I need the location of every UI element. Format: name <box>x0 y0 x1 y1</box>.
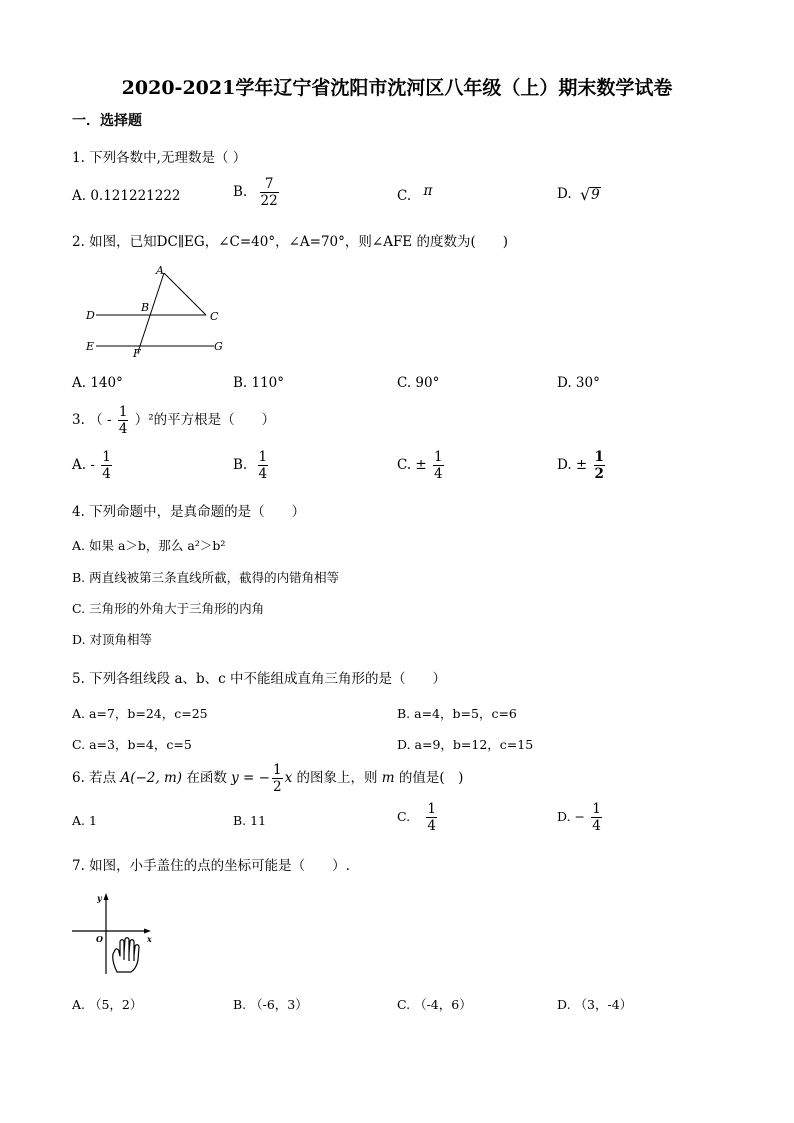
q7-option-c: C. （-4，6） <box>397 997 472 1012</box>
y-axis-arrow-icon <box>104 893 109 900</box>
q5-option-c: C. a=3，b=4，c=5 <box>72 737 192 752</box>
section-heading: 一．选择题 <box>72 113 142 129</box>
label-x: x <box>147 934 152 944</box>
q5-option-a: A. a=7，b=24，c=25 <box>72 706 208 721</box>
q3-c-numerator: 1 <box>434 449 443 465</box>
label-d: D <box>86 309 95 322</box>
label-a: A <box>156 264 164 277</box>
label-e: E <box>86 340 95 353</box>
x-axis-arrow-icon <box>144 929 151 934</box>
label-f: F <box>133 347 141 360</box>
q6-function-lhs: y = − <box>231 770 270 786</box>
q6-variable-m: m <box>381 770 395 786</box>
q1-option-c-label: C. <box>397 188 412 204</box>
label-c: C <box>210 310 219 323</box>
q6-point: A(−2, m) <box>120 770 183 786</box>
q6-option-b: B. 11 <box>233 813 267 828</box>
q1-option-b-fraction <box>260 176 279 209</box>
q4-option-a: A. 如果 a＞b，那么 a²＞b² <box>72 538 226 553</box>
q3-option-a <box>72 449 114 482</box>
question-6-stem <box>72 762 463 795</box>
q3-stem-fraction <box>118 404 129 437</box>
segment-ac <box>164 273 206 315</box>
q6-func-denominator: 2 <box>272 779 282 795</box>
q6-option-d <box>557 801 604 834</box>
label-g: G <box>214 340 223 353</box>
q6-stem-prefix: 6. 若点 <box>72 770 117 786</box>
q1-option-d-label: D. <box>557 186 572 202</box>
q3-option-b <box>233 449 270 482</box>
q3-option-a-fraction <box>101 449 112 482</box>
q7-option-a: A. （5，2） <box>72 997 143 1012</box>
q3-a-numerator: 1 <box>102 449 111 465</box>
q5-option-b: B. a=4，b=5，c=6 <box>397 706 517 721</box>
q1-option-d-sqrt <box>579 184 601 204</box>
q3-option-c-label: C. ± <box>397 457 427 473</box>
q3-option-b-fraction <box>258 449 269 482</box>
q1-b-denominator: 22 <box>260 193 278 209</box>
q3-option-a-label: A. - <box>72 457 95 473</box>
q1-option-b <box>233 176 281 209</box>
q7-option-d: D. （3，-4） <box>557 997 633 1012</box>
hand-icon <box>113 938 139 972</box>
q3-d-denominator: 2 <box>594 466 604 482</box>
q3-a-denominator: 4 <box>102 466 111 482</box>
q6-option-d-fraction <box>591 801 602 834</box>
question-5-stem: 5. 下列各组线段 a、b、c 中不能组成直角三角形的是（ ） <box>72 671 447 687</box>
q5-option-d: D. a=9，b=12，c=15 <box>397 737 534 752</box>
q2-option-d: D. 30° <box>557 375 600 391</box>
q1-option-b-label: B. <box>233 184 248 200</box>
question-7-stem: 7. 如图，小手盖住的点的坐标可能是（ ）. <box>72 858 350 874</box>
page-title: 2020-2021学年辽宁省沈阳市沈河区八年级（上）期末数学试卷 <box>121 77 673 99</box>
q6-stem-suffix: 的值是( ) <box>398 770 464 786</box>
q3-option-d-label: D. ± <box>557 457 588 473</box>
q3-option-b-label: B. <box>233 457 248 473</box>
q1-option-c-value: π <box>423 183 433 199</box>
q1-option-c <box>397 183 433 204</box>
q1-option-d <box>557 186 601 203</box>
question-3-stem <box>72 404 275 437</box>
q4-option-c: C. 三角形的外角大于三角形的内角 <box>72 601 265 616</box>
question-1-stem: 1. 下列各数中,无理数是（ ） <box>72 150 247 166</box>
sqrt-icon: √ <box>579 184 591 204</box>
q3-option-c <box>397 449 446 482</box>
q7-figure <box>68 890 168 978</box>
q3-option-c-fraction <box>433 449 444 482</box>
q6-function-fraction <box>272 762 283 795</box>
q4-option-d: D. 对顶角相等 <box>72 632 153 647</box>
q1-b-numerator: 7 <box>264 176 274 192</box>
q3-stem-denominator: 4 <box>118 421 128 437</box>
q1-d-radicand: 9 <box>591 186 600 203</box>
q6-option-a: A. 1 <box>72 813 97 828</box>
q6-option-d-label: D. − <box>557 809 585 824</box>
question-4-stem: 4. 下列命题中，是真命题的是（ ） <box>72 504 306 520</box>
q3-c-denominator: 4 <box>434 466 443 482</box>
q6-func-numerator: 1 <box>272 762 282 778</box>
label-y: y <box>97 893 102 903</box>
label-origin: O <box>96 934 103 944</box>
q3-option-d-fraction <box>594 449 605 482</box>
q7-option-b: B. （-6，3） <box>233 997 308 1012</box>
q3-b-numerator: 1 <box>258 449 268 465</box>
q6-d-denominator: 4 <box>592 818 601 834</box>
q3-d-numerator: 1 <box>594 449 604 465</box>
q6-function-x: x <box>284 770 293 786</box>
q3-b-denominator: 4 <box>258 466 268 482</box>
label-b: B <box>141 301 150 314</box>
q3-stem-suffix: ）²的平方根是（ ） <box>134 412 276 428</box>
question-2-stem: 2. 如图，已知DC∥EG，∠C=40°，∠A=70°，则∠AFE 的度数为( ) <box>72 234 508 250</box>
q2-option-b: B. 110° <box>233 375 285 391</box>
q3-option-d <box>557 449 607 482</box>
q3-stem-prefix: 3. （ - <box>72 412 112 428</box>
q4-option-b: B. 两直线被第三条直线所截，截得的内错角相等 <box>72 570 340 585</box>
q2-figure <box>80 262 240 362</box>
q6-stem-mid1: 在函数 <box>186 770 227 786</box>
q6-option-c-fraction <box>426 801 437 834</box>
q6-c-denominator: 4 <box>427 818 436 834</box>
q1-option-a: A. 0.121221222 <box>72 188 181 204</box>
q2-option-c: C. 90° <box>397 375 440 391</box>
q6-option-c-label: C. <box>397 809 411 824</box>
q3-stem-numerator: 1 <box>118 404 128 420</box>
q6-option-c <box>397 801 439 834</box>
q6-d-numerator: 1 <box>592 801 601 817</box>
q6-stem-mid2: 的图象上，则 <box>296 770 378 786</box>
q6-c-numerator: 1 <box>427 801 436 817</box>
q2-option-a: A. 140° <box>72 375 123 391</box>
